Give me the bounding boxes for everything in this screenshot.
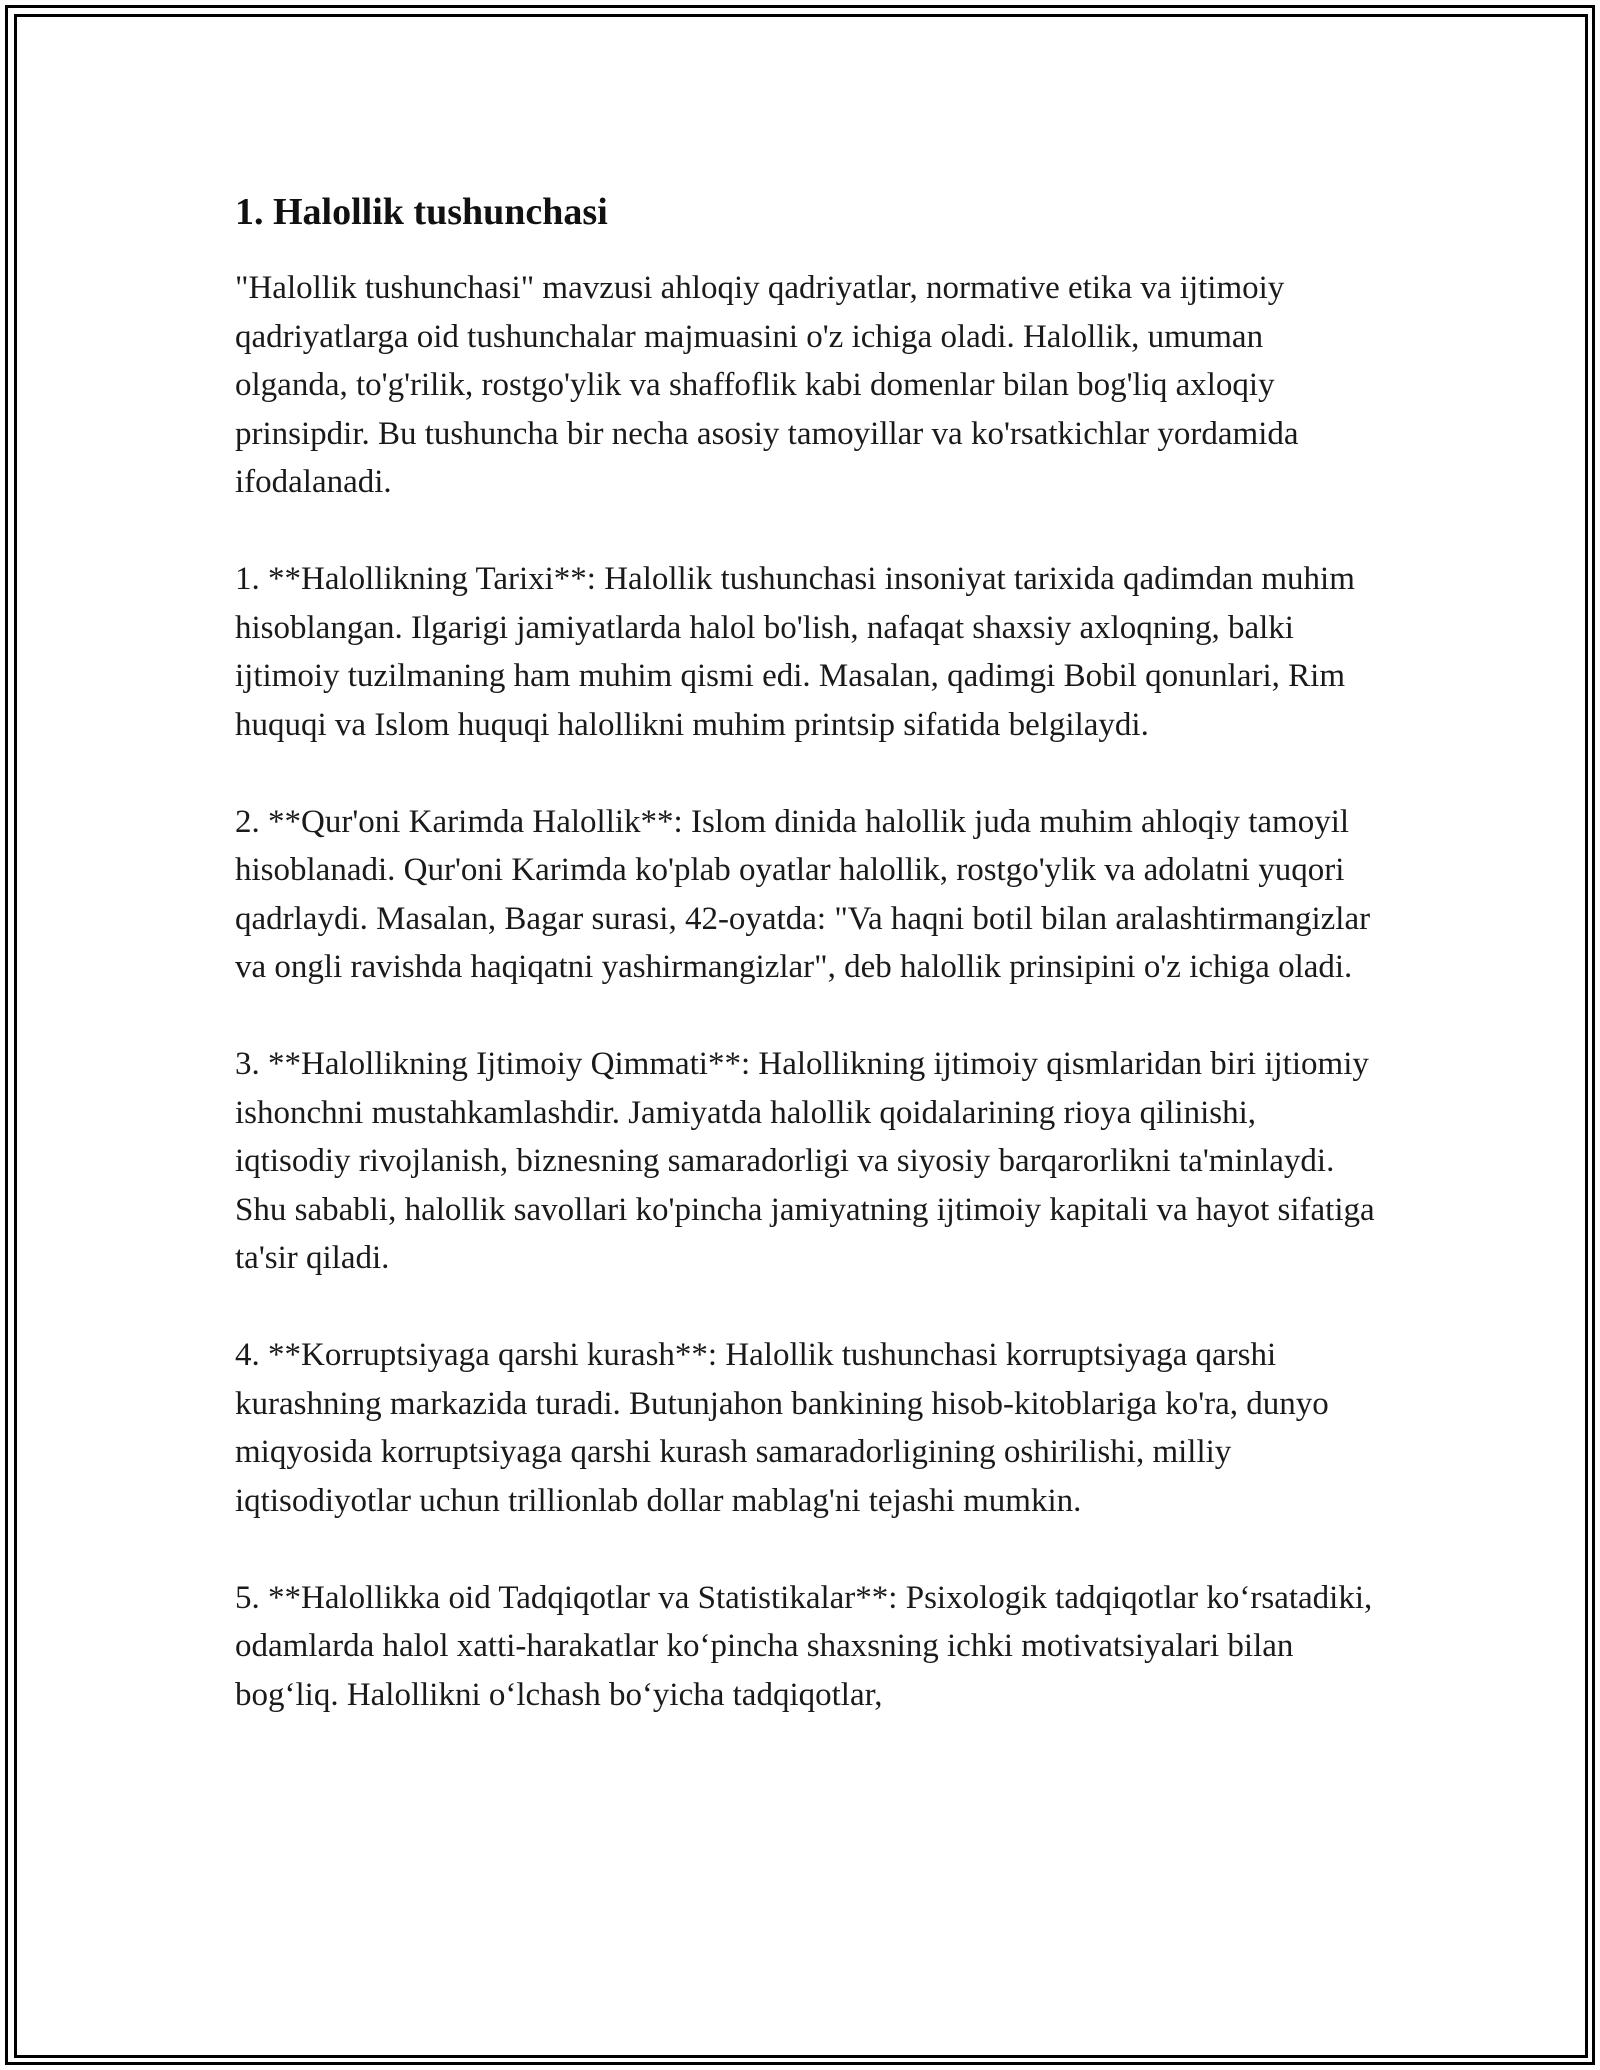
document-body xyxy=(235,184,1375,1719)
intro-paragraph: "Halollik tushunchasi" mavzusi ahloqiy qadriyatlar, normative etika va ijtimoiy qadriyatlarga oid tushunchalar majmuasini o'z ichiga oladi. Halollik, umuman olganda, to'g'rilik, rostgo'ylik va shaffoflik kabi domenlar bilan bog'liq axloqiy prinsipdir. Bu tushuncha bir necha asosiy tamoyillar va ko'rsatkichlar yordamida ifodalanadi. xyxy=(235,270,1299,500)
paragraph-social-value: 3. **Halollikning Ijtimoiy Qimmati**: Halollikning ijtimoiy qismlaridan biri ijtiomiy ishonchni mustahkamlashdir. Jamiyatda halollik qoidalarining rioya qilinishi, iqtisodiy rivojlanish, biznesning samaradorligi va siyosiy barqarorlikni ta'minlaydi. Shu sababli, halollik savollari ko'pincha jamiyatning ijtimoiy kapitali va hayot sifatiga ta'sir qiladi. xyxy=(235,1046,1375,1276)
paragraph-anti-corruption: 4. **Korruptsiyaga qarshi kurash**: Halollik tushunchasi korruptsiyaga qarshi kurashning markazida turadi. Butunjahon bankining hisob-kitoblariga ko'ra, dunyo miqyosida korruptsiyaga qarshi kurash samaradorligining oshirilishi, milliy iqtisodiyotlar uchun trillionlab dollar mablag'ni tejashi mumkin. xyxy=(235,1337,1329,1519)
paragraph-research: 5. **Halollikka oid Tadqiqotlar va Statistikalar**: Psixologik tadqiqotlar ko‘rsatadiki, odamlarda halol xatti-harakatlar ko‘pincha shaxsning ichki motivatsiyalari bilan bog‘liq. Halollikni o‘lchash bo‘yicha tadqiqotlar, xyxy=(235,1579,1373,1713)
paragraph-quran: 2. **Qur'oni Karimda Halollik**: Islom dinida halollik juda muhim ahloqiy tamoyil hisoblanadi. Qur'oni Karimda ko'plab oyatlar halollik, rostgo'ylik va adolatni yuqori qadrlaydi. Masalan, Bagar surasi, 42-oyatda: "Va haqni botil bilan aralashtirmangizlar va ongli ravishda haqiqatni yashirmangizlar", deb halollik prinsipini o'z ichiga oladi. xyxy=(235,803,1371,985)
section-heading: 1. Halollik tushunchasi xyxy=(235,191,608,233)
paragraph-history: 1. **Halollikning Tarixi**: Halollik tushunchasi insoniyat tarixida qadimdan muhim hisoblangan. Ilgarigi jamiyatlarda halol bo'lish, nafaqat shaxsiy axloqning, balki ijtimoiy tuzilmaning ham muhim qismi edi. Masalan, qadimgi Bobil qonunlari, Rim huquqi va Islom huquqi halollikni muhim printsip sifatida belgilaydi. xyxy=(235,561,1355,743)
